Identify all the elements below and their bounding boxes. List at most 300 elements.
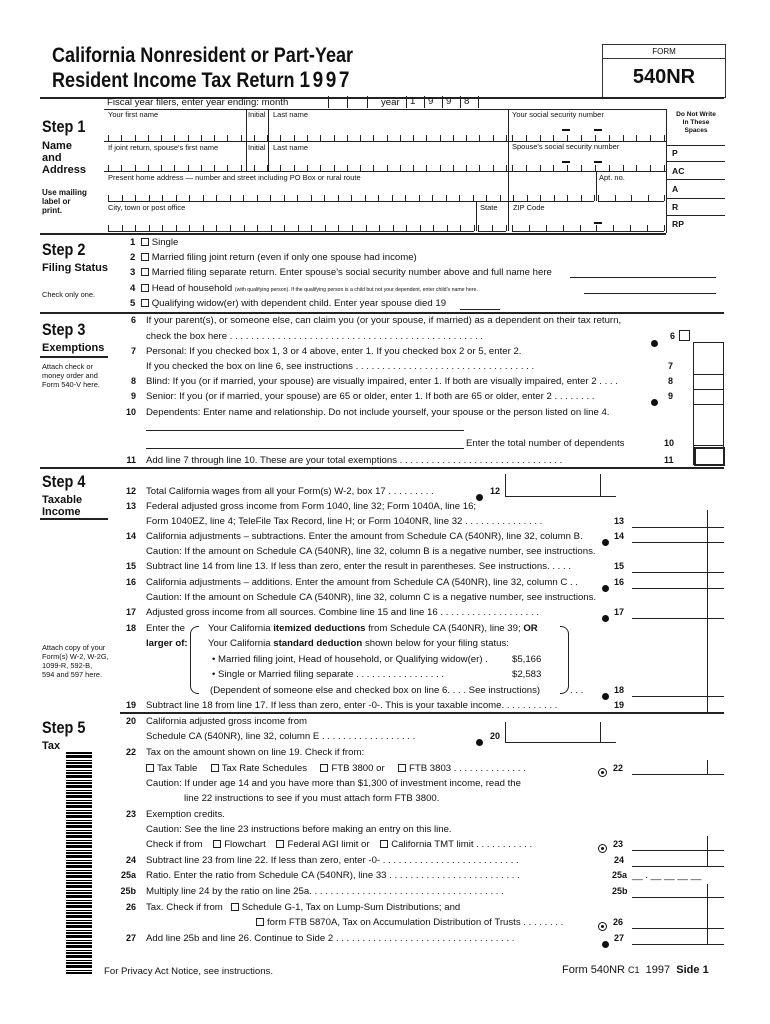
comb-tick [280, 165, 281, 171]
line14-caution: Caution: If the amount on Schedule CA (540NR), line 32, column B is a negative number, see instructions. [146, 546, 596, 557]
emphasis: OR [523, 623, 538, 634]
exemptions-column[interactable] [693, 342, 724, 465]
comb-tick [320, 135, 321, 141]
bullet [602, 687, 609, 705]
form-code: C1 [628, 965, 640, 975]
line13-amount[interactable] [632, 527, 724, 528]
line-number: 14 [614, 531, 625, 541]
line23-options [146, 839, 532, 851]
comb-tick [595, 165, 596, 171]
line11-text: Add line 7 through line 10. These are your total exemptions . . . . . . . . . . . . . . . . . . . . . . . . . . . . . . . [146, 455, 563, 466]
comb-tick [419, 195, 420, 201]
line-number: 24 [125, 855, 136, 865]
step2-subtitle: Filing Status [42, 262, 108, 274]
comb-tick [526, 165, 527, 171]
line13-text-b: Form 1040EZ, line 4; TeleFile Tax Record, line H; or Form 1040NR, line 32 . . . . . . . . . . . . . . . [146, 516, 543, 527]
comb-tick [230, 225, 231, 231]
line-number: 18 [125, 623, 136, 633]
form-title [52, 44, 353, 93]
comb-tick [440, 165, 441, 171]
ssn-input[interactable] [512, 121, 664, 142]
line10-total-label: Enter the total number of dependents [466, 438, 625, 449]
bullet [602, 533, 609, 551]
comb-tick [500, 195, 501, 201]
dependents-line[interactable] [146, 430, 464, 431]
line-number: 19 [614, 700, 625, 710]
comb-tick [254, 165, 255, 171]
comb-tick [473, 195, 474, 201]
line20-input[interactable] [505, 722, 616, 743]
comb-tick [270, 195, 271, 201]
comb-tick [426, 135, 427, 141]
comb-tick [334, 165, 335, 171]
line-number: 13 [125, 501, 136, 511]
line26-amount[interactable] [632, 928, 724, 929]
option-label: Single [151, 237, 179, 248]
comb-tick [486, 195, 487, 201]
line7-text-a: Personal: If you checked box 1, 3 or 4 above, enter 1. If you checked box 2 or 5, enter 2. [146, 346, 522, 357]
option-label: form FTB 5870A, Tax on Accumulation Distribution of Trusts . . . . . . . . [267, 917, 564, 928]
line16-text: California adjustments – additions. Enter the amount from Schedule CA (540NR), line 32, column C . . [146, 577, 578, 588]
comb-tick [122, 225, 123, 231]
line17-amount[interactable] [632, 618, 724, 619]
comb-tick [294, 165, 295, 171]
comb-tick [506, 135, 507, 141]
comb-tick [596, 225, 597, 231]
federal-agi-checkbox[interactable] [276, 840, 284, 848]
comb-tick [420, 225, 421, 231]
line25a-text: Ratio. Enter the ratio from Schedule CA (540NR), line 33 . . . . . . . . . . . . . . . . . . . . . . . . . [146, 870, 520, 881]
subtitle-line: Address [42, 164, 87, 176]
line22-text: Tax on the amount shown on line 19. Check if from: [146, 747, 365, 758]
comb-tick [176, 225, 177, 231]
schedule-g1-checkbox[interactable] [231, 903, 239, 911]
option-note: (with qualifying person). If the qualifying person is a child but not your dependent, enter child's name here. [234, 287, 478, 293]
comb-tick [512, 225, 513, 231]
ftb3800-checkbox[interactable] [320, 764, 328, 772]
comb-tick [630, 225, 631, 231]
comb-tick [466, 165, 467, 171]
married-separate-checkbox[interactable] [141, 268, 149, 276]
option-label: Schedule G-1, Tax on Lump-Sum Distributions; and [241, 902, 461, 913]
note-line: 1099-R, 592-B, [42, 661, 93, 670]
comb-tick [189, 195, 190, 201]
code-r: R [672, 202, 679, 212]
line-number: 16 [614, 577, 625, 587]
comb-tick [526, 135, 527, 141]
footer-form-ref [562, 964, 709, 976]
comb-tick [351, 195, 352, 201]
comb-tick [506, 225, 507, 231]
address-label: Present home address — number and street including PO Box or rural route [108, 173, 361, 182]
step1-subtitle [42, 140, 86, 176]
filing-status-2[interactable] [130, 252, 417, 264]
step4-subtitle [42, 494, 82, 518]
office-note-line: In These [682, 119, 710, 126]
barcode [66, 752, 92, 974]
comb-tick [373, 165, 374, 171]
comb-tick [201, 135, 202, 141]
flowchart-checkbox[interactable] [213, 840, 221, 848]
form-label: FORM [603, 45, 725, 59]
comb-tick [553, 165, 554, 171]
line20-text-a: California adjusted gross income from [146, 716, 308, 727]
line-number: 11 [664, 455, 674, 465]
option-label: Married filing separate return. Enter spouse's social security number above and full name here [151, 267, 552, 278]
line-number: 23 [613, 839, 624, 849]
ratio-field[interactable]: __ . __ __ __ __ [632, 870, 702, 881]
line8-text: Blind: If you (or if married, your spouse) are visually impaired, enter 1. If both are visually impaired, enter 2 . . . . [146, 376, 618, 387]
comb-tick [613, 225, 614, 231]
fiscal-month-field[interactable] [328, 96, 368, 108]
comb-tick [393, 225, 394, 231]
comb-tick [447, 225, 448, 231]
comb-tick [188, 165, 189, 171]
line-number: 1 [130, 237, 136, 248]
side-label: Side 1 [676, 964, 709, 976]
comb-tick [581, 195, 582, 201]
line10-text: Dependents: Enter name and relationship. Do not include yourself, your spouse or the person listed on line 4. [146, 407, 610, 418]
line18-dependent: (Dependent of someone else and checked box on line 6. . . . See instructions) [210, 685, 541, 696]
bullet [476, 488, 483, 506]
line23-amount[interactable] [632, 850, 724, 851]
comb-tick [320, 165, 321, 171]
comb-tick [271, 225, 272, 231]
step3-title: Step 3 [42, 320, 86, 339]
line18-joint: • Married filing joint, Head of household, or Qualifying widow(er) . [212, 654, 488, 665]
form-year: 1997 [645, 964, 671, 976]
line-number: 24 [614, 855, 625, 865]
line16-amount[interactable] [632, 588, 724, 589]
line-number: 18 [614, 685, 625, 695]
code-a: A [672, 184, 679, 194]
year-digit: 9 [428, 96, 434, 107]
comb-tick [135, 225, 136, 231]
last-name-label: Last name [273, 110, 309, 119]
line23-caution: Caution: See the line 23 instructions before making an entry on this line. [146, 824, 452, 835]
comb-tick [493, 165, 494, 171]
line12-text: Total California wages from all your Form(s) W-2, box 17 . . . . . . . . . [146, 486, 434, 497]
line-number: 25a [612, 870, 628, 880]
single-checkbox[interactable] [141, 238, 149, 246]
step4-title: Step 4 [42, 472, 86, 491]
comb-tick [581, 165, 582, 171]
comb-tick [529, 225, 530, 231]
line-number: 25a [120, 870, 136, 880]
line18-amount[interactable] [632, 696, 724, 697]
line-number: 25b [612, 886, 628, 896]
comb-tick [122, 195, 123, 201]
comb-tick [580, 225, 581, 231]
bullet [651, 334, 658, 352]
comb-tick [189, 225, 190, 231]
comb-tick [243, 195, 244, 201]
dependents-line[interactable] [146, 448, 464, 449]
line18-itemized [208, 623, 538, 635]
note-line: 594 and 597 here. [42, 670, 102, 679]
line-number: 26 [613, 917, 624, 927]
ftb3803-checkbox[interactable] [398, 764, 406, 772]
comb-tick [466, 135, 467, 141]
child-name-line[interactable] [584, 293, 716, 294]
spouse-died-year-line[interactable] [460, 309, 500, 310]
comb-tick [400, 135, 401, 141]
option-label: Qualifying widow(er) with dependent child. Enter year spouse died 19 [151, 298, 447, 309]
text: Your California [208, 638, 271, 649]
line12-input[interactable] [505, 474, 616, 497]
comb-tick [203, 225, 204, 231]
line-number: 9 [130, 391, 136, 401]
comb-tick [459, 195, 460, 201]
comb-tick [478, 225, 479, 231]
comb-tick [623, 165, 624, 171]
line14-amount[interactable] [632, 542, 724, 543]
comb-tick [446, 195, 447, 201]
comb-tick [257, 195, 258, 201]
line6-text-b: check the box here . . . . . . . . . . . . . . . . . . . . . . . . . . . . . . . . . . . . . . . . . . . . . . . . [146, 331, 483, 342]
office-use-box [666, 109, 725, 233]
line18-standard [208, 638, 509, 650]
line-number: 6 [130, 315, 136, 325]
comb-tick [664, 165, 665, 171]
line6-checkbox[interactable] [679, 330, 690, 341]
head-household-checkbox[interactable] [141, 284, 149, 292]
comb-tick [664, 135, 665, 141]
note-line: print. [42, 206, 62, 215]
comb-tick [648, 195, 649, 201]
option-label: Head of household [151, 283, 233, 294]
comb-tick [162, 225, 163, 231]
line-number: 15 [614, 561, 625, 571]
zip-label: ZIP Code [513, 203, 545, 212]
line-number: 2 [130, 252, 136, 263]
comb-tick [540, 165, 541, 171]
comb-tick [148, 165, 149, 171]
comb-tick [440, 135, 441, 141]
line-number: 10 [125, 407, 136, 417]
comb-tick [284, 225, 285, 231]
comb-tick [400, 165, 401, 171]
line-number: 17 [125, 607, 136, 617]
comb-tick [254, 135, 255, 141]
step3-note [42, 362, 100, 389]
comb-tick [453, 135, 454, 141]
bullet [598, 918, 607, 936]
bullet [602, 579, 609, 597]
spouse-first-name-label: If joint return, spouse's first name [108, 143, 219, 152]
text: Check if from [146, 839, 203, 850]
attach-w2-note [42, 643, 109, 679]
comb-tick [174, 135, 175, 141]
line18-single: • Single or Married filing separate . . . . . . . . . . . . . . . . . [212, 669, 445, 680]
line-number: 19 [125, 700, 136, 710]
comb-tick [567, 135, 568, 141]
comb-tick [636, 135, 637, 141]
spouse-ssn-input[interactable] [512, 153, 664, 172]
filing-status-4[interactable] [130, 283, 478, 296]
comb-tick [214, 135, 215, 141]
option-label: Tax Rate Schedules [221, 763, 308, 774]
line-number: 7 [668, 361, 674, 371]
line-number: 23 [125, 809, 136, 819]
tax-rate-schedules-checkbox[interactable] [211, 764, 219, 772]
code-ac: AC [672, 166, 685, 176]
comb-tick [108, 195, 109, 201]
line-number: 17 [614, 607, 625, 617]
text: Tax. Check if from [146, 902, 223, 913]
text: shown below for your filing status: [364, 638, 509, 649]
note-line: Form 540-V here. [42, 380, 100, 389]
comb-tick [214, 165, 215, 171]
comb-tick [108, 165, 109, 171]
step5-subtitle: Tax [42, 740, 61, 752]
emphasis: standard deduction [273, 638, 363, 649]
state-label: State [480, 203, 498, 212]
comb-tick [338, 195, 339, 201]
comb-tick [149, 195, 150, 201]
spouse-name-line[interactable] [570, 277, 716, 278]
ssn-label: Your social security number [512, 110, 604, 119]
comb-tick [392, 195, 393, 201]
option-label: FTB 3800 or [331, 763, 385, 774]
comb-tick [162, 195, 163, 201]
comb-tick [387, 135, 388, 141]
year-digit: 8 [464, 96, 470, 107]
line-number: 5 [130, 298, 136, 309]
comb-tick [294, 135, 295, 141]
comb-tick [149, 225, 150, 231]
line14-text: California adjustments – subtractions. Enter the amount from Schedule CA (540NR), line 32, column B. [146, 531, 583, 542]
line-number: 15 [125, 561, 136, 571]
line27-amount[interactable] [632, 944, 724, 945]
line26-opt2 [256, 917, 563, 929]
line22-amount[interactable] [632, 774, 724, 775]
comb-tick [426, 165, 427, 171]
year-label: year [381, 97, 400, 108]
step3-subtitle: Exemptions [42, 342, 105, 354]
married-joint-checkbox[interactable] [141, 253, 149, 261]
comb-tick [325, 225, 326, 231]
comb-tick [615, 195, 616, 201]
line15-amount[interactable] [632, 572, 724, 573]
line6-text-a: If your parent(s), or someone else, can claim you (or your spouse, if married) as a dependent on their tax return, [146, 315, 622, 326]
line25b-amount[interactable] [632, 897, 724, 898]
line24-text: Subtract line 23 from line 22. If less than zero, enter -0- . . . . . . . . . . . . . . . . . . . . . . . . . . [146, 855, 519, 866]
comb-tick [405, 195, 406, 201]
line27-text: Add line 25b and line 26. Continue to Side 2 . . . . . . . . . . . . . . . . . . . . . . . . . . . . . . . . . . [146, 933, 515, 944]
comb-tick [493, 135, 494, 141]
comb-tick [338, 225, 339, 231]
line13-text-a: Federal adjusted gross income from Form 1040, line 32; Form 1040A, line 16; [146, 501, 477, 512]
bullet [602, 609, 609, 627]
filing-status-3[interactable] [130, 267, 552, 279]
line-number: 14 [125, 531, 136, 541]
step2-note: Check only one. [42, 290, 95, 299]
line19-text: Subtract line 18 from line 17. If less than zero, enter -0-. This is your taxable income. . . . . . . . . . . [146, 700, 558, 711]
right-brace [560, 626, 569, 694]
california-tmt-checkbox[interactable] [380, 840, 388, 848]
bullet [476, 733, 483, 751]
subtitle-line: Name [42, 140, 72, 152]
comb-tick [598, 195, 599, 201]
note-line: money order and [42, 371, 98, 380]
zip-input[interactable] [512, 214, 664, 232]
comb-tick [188, 135, 189, 141]
line22-options [146, 763, 526, 775]
line-number: 20 [490, 731, 501, 741]
line-number: 6 [670, 331, 676, 341]
office-note-line: Do Not Write [676, 111, 716, 118]
title-line-2: Resident Income Tax Return [52, 69, 295, 92]
line24-amount[interactable] [632, 866, 724, 867]
line20-text-b: Schedule CA (540NR), line 32, column E . . . . . . . . . . . . . . . . . . [146, 731, 416, 742]
line15-text: Subtract line 14 from line 13. If less than zero, enter the result in parentheses. See instructions. . . . . [146, 561, 572, 572]
comb-tick [366, 225, 367, 231]
ftb5870a-checkbox[interactable] [256, 918, 264, 926]
comb-tick [135, 135, 136, 141]
comb-tick [433, 225, 434, 231]
line18-joint-amount: $5,166 [512, 654, 542, 665]
line18-larger: larger of: [146, 638, 188, 649]
privacy-notice: For Privacy Act Notice, see instructions. [104, 966, 274, 977]
code-rp: RP [672, 219, 684, 229]
title-line-1: California Nonresident or Part-Year [52, 44, 354, 67]
spouse-ssn-label: Spouse's social security number [512, 142, 620, 151]
comb-tick [460, 225, 461, 231]
line-number: 7 [130, 346, 136, 356]
comb-tick [479, 135, 480, 141]
comb-tick [203, 195, 204, 201]
comb-tick [506, 165, 507, 171]
spouse-last-name-label: Last name [273, 143, 309, 152]
note-line: Attach check or [42, 362, 93, 371]
use-mailing-note [42, 188, 87, 215]
line-number: 4 [130, 283, 136, 294]
comb-tick [360, 165, 361, 171]
line16-caution: Caution: If the amount on Schedule CA (540NR), line 32, column C is a negative number, see instructions. [146, 592, 597, 603]
comb-tick [334, 135, 335, 141]
spouse-initial-label: Initial [248, 143, 266, 152]
line-number: 13 [614, 516, 625, 526]
line-number: 11 [126, 455, 136, 465]
line-number: 22 [125, 747, 136, 757]
subtitle-line: Taxable [42, 494, 83, 506]
subtitle-line: Income [42, 506, 81, 518]
comb-tick [609, 135, 610, 141]
note-line: Form(s) W-2, W-2G, [42, 652, 109, 661]
comb-tick [227, 165, 228, 171]
comb-tick [553, 135, 554, 141]
comb-tick [378, 195, 379, 201]
filing-status-1[interactable] [130, 237, 178, 249]
comb-tick [563, 225, 564, 231]
comb-tick [241, 165, 242, 171]
comb-tick [540, 195, 541, 201]
line-number: 12 [490, 486, 501, 496]
comb-tick [267, 135, 268, 141]
comb-tick [387, 165, 388, 171]
initial-label: Initial [248, 110, 266, 119]
year-digit: 9 [446, 96, 452, 107]
emphasis: itemized deductions [273, 623, 366, 634]
comb-tick [148, 135, 149, 141]
option-label: Federal AGI limit or [287, 839, 370, 850]
comb-tick [347, 165, 348, 171]
comb-tick [631, 195, 632, 201]
tax-table-checkbox[interactable] [146, 764, 154, 772]
qualifying-widow-checkbox[interactable] [141, 299, 149, 307]
filing-status-5[interactable] [130, 298, 446, 310]
